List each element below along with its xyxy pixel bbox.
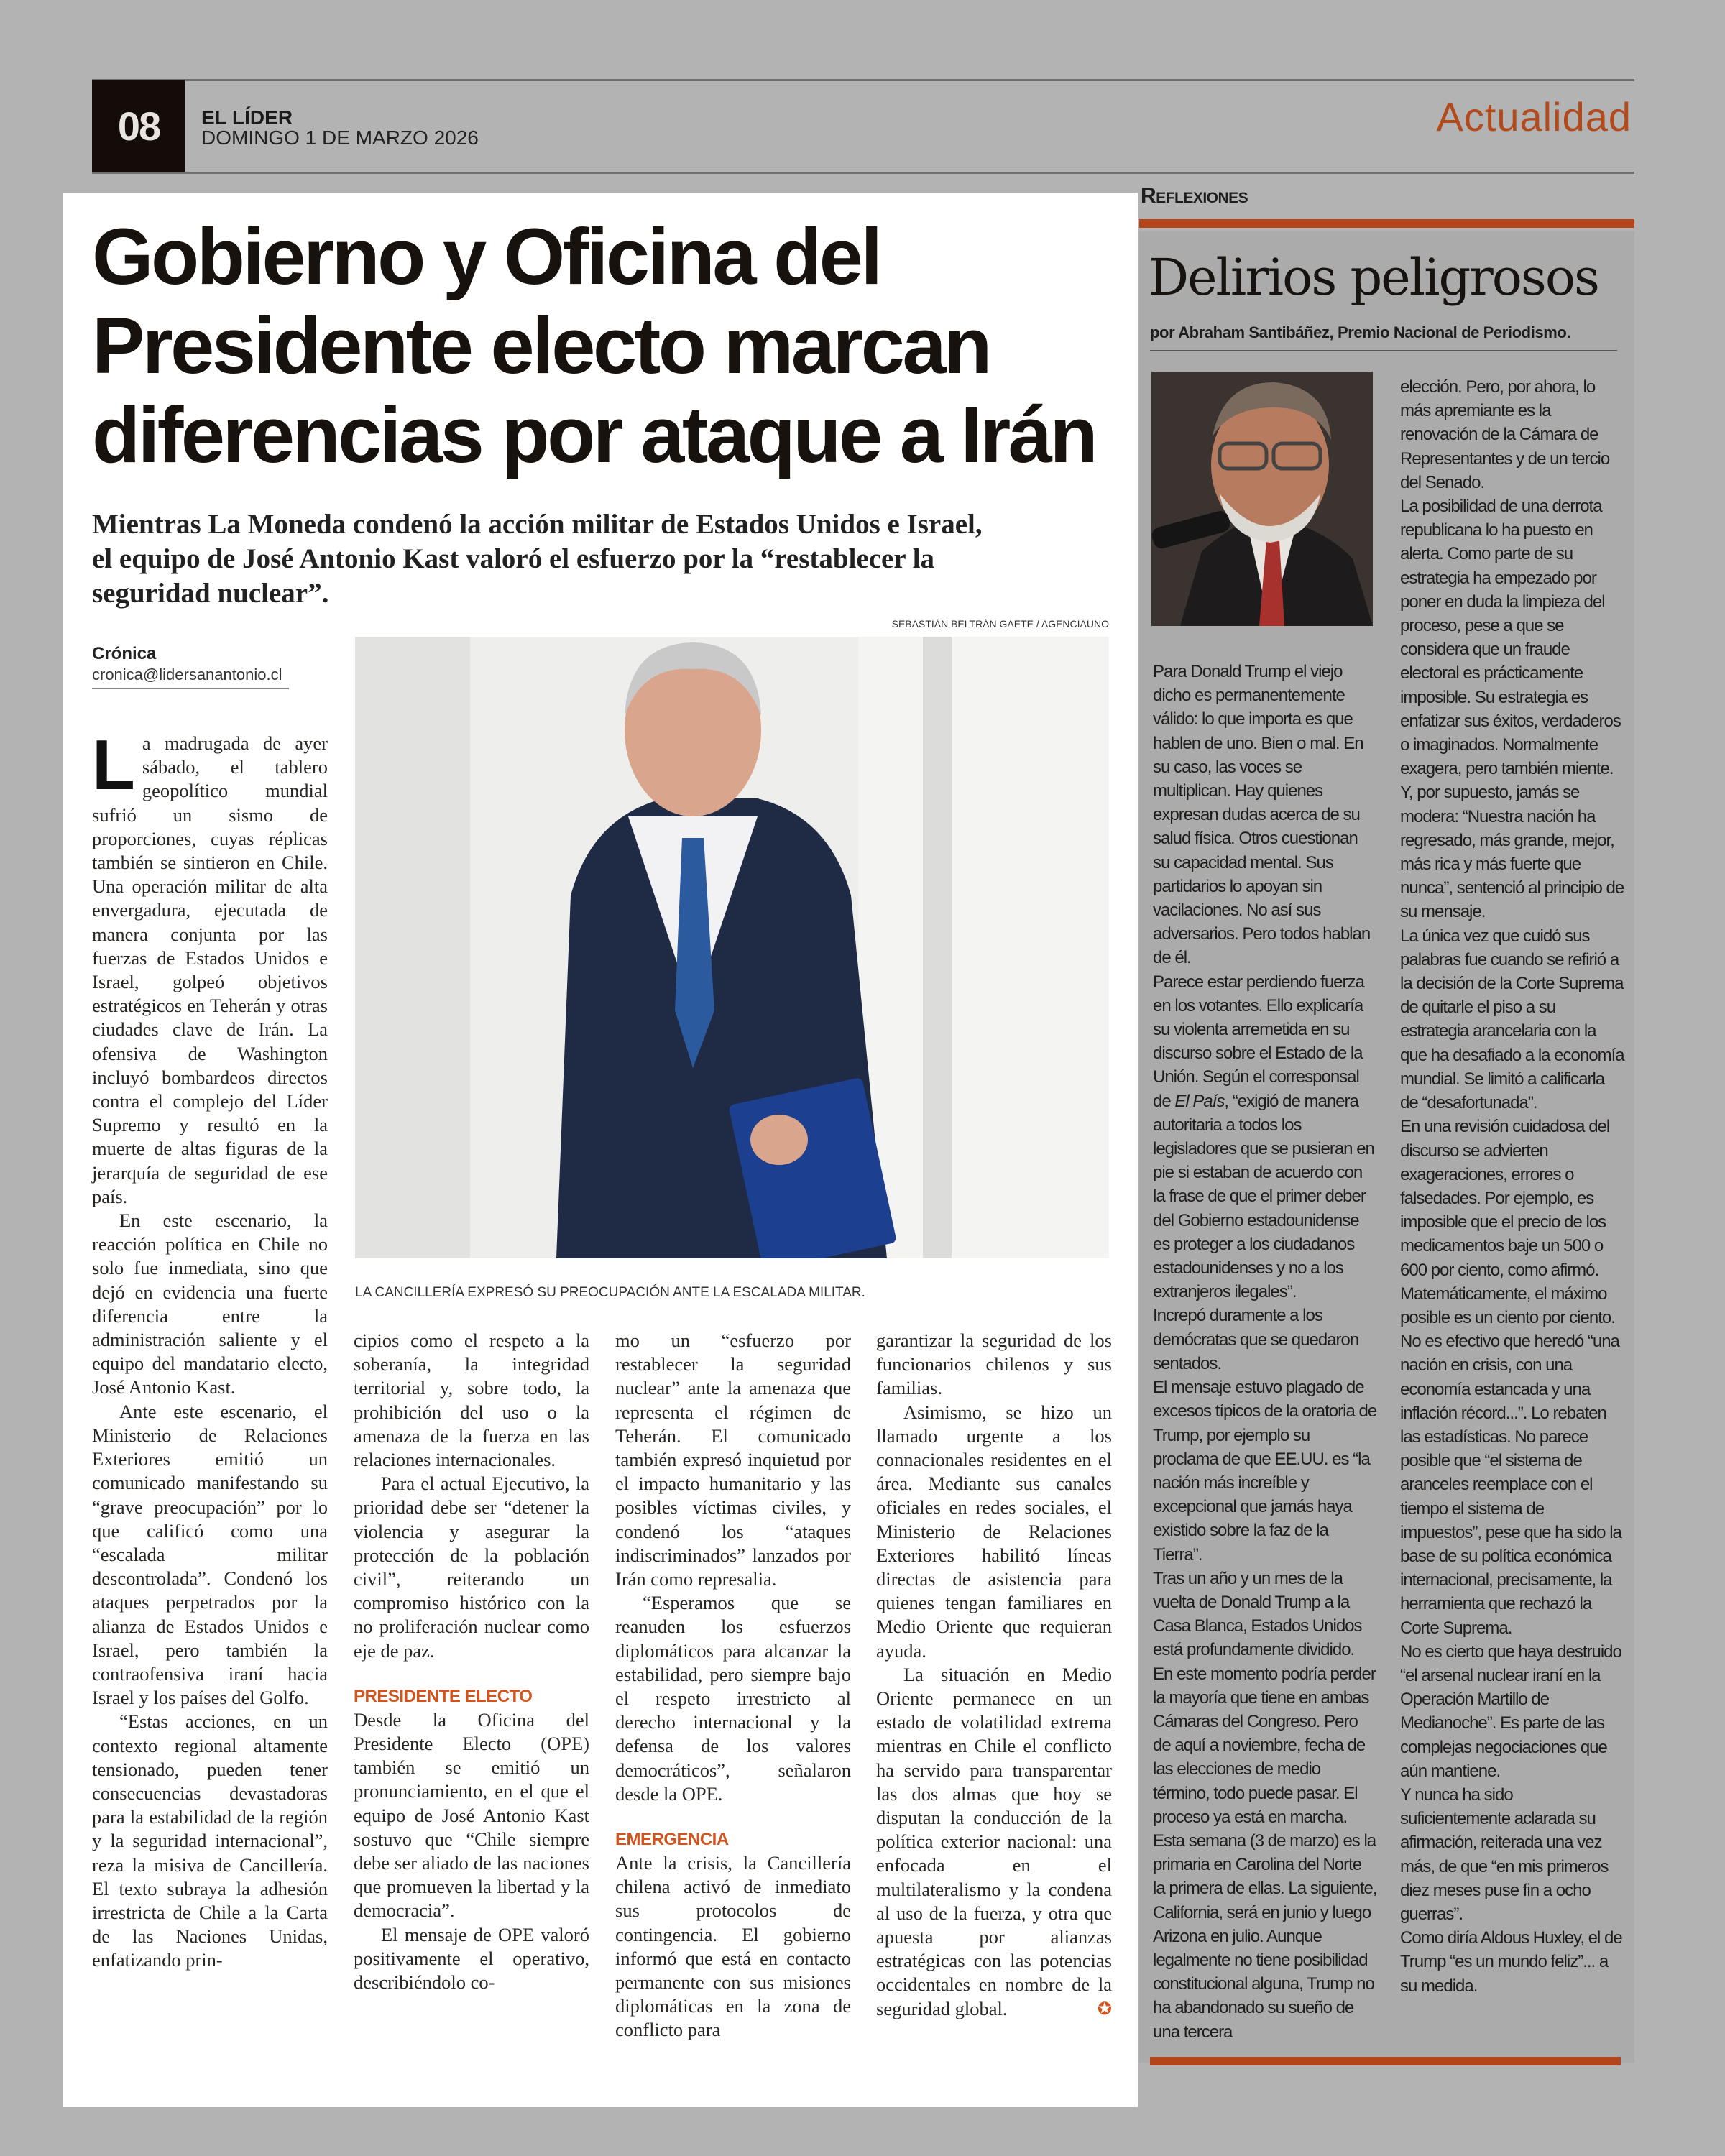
opinion-column-1 <box>1153 660 1377 2044</box>
article-subhead <box>92 507 983 611</box>
article-column-4 <box>876 1329 1112 2021</box>
paragraph: El mensaje de OPE valoró positivamente el operativo, describiéndolo co- <box>354 1923 589 1994</box>
opinion-title: Delirios peligrosos <box>1149 248 1598 307</box>
paragraph-text: La situación en Medio Oriente permanece en un estado de volatilidad extrema mientras en Chile el conflicto ha servido para transparentar las dos almas que hoy se disputan la conducción de la política exterior nacional: una enfocada en el multilateralismo y la condena al uso de la fuerza, y otra que apuesta por alianzas estratégicas con las potencias occidentales en nombre de la seguridad global. <box>876 1663 1112 2019</box>
paragraph: No es cierto que haya destruido “el arsenal nuclear iraní en la Operación Martillo de Medianoche”. Es parte de las complejas negociaciones que aún mantiene. <box>1400 1641 1622 1781</box>
headline-line: Gobierno y Oficina del <box>92 213 880 301</box>
accent-bar <box>1139 219 1634 228</box>
subtitle-presidente-electo: PRESIDENTE ELECTO <box>354 1686 533 1706</box>
paragraph: Ante este escenario, el Ministerio de Relaciones Exteriores emitió un comunicado manifestando su “grave preocupación” por lo que calificó como una “escalada militar descontrolada”. Condenó los ataques perpetrados por la alianza de Estados Unidos e Israel, pero también la contraofensiva iraní hacia Israel y los países del Golfo. <box>92 1400 328 1709</box>
paragraph: Esta semana (3 de marzo) es la primaria en Carolina del Norte la primera de ellas. La siguiente, California, será en junio y luego Arizona en julio. Aunque legalmente no tiene posibilidad constitucional alguna, Trump no ha abandonado su sueño de una tercera <box>1153 1830 1377 2042</box>
paragraph-text: Parece estar perdiendo fuerza en los votantes. Ello explicaría su violenta arremetida en su discurso sobre el Estado de la Unión. Según el corresponsal de <box>1153 972 1364 1111</box>
opinion-byline: por Abraham Santibáñez, Premio Nacional de Periodismo. <box>1150 323 1571 341</box>
paragraph: Ante la crisis, la Cancillería chilena activó de inmediato sus protocolos de contingencia. El gobierno informó que está en contacto permanente con sus misiones diplomáticas en la zona de conflicto para <box>615 1852 851 2041</box>
article-headline <box>92 213 1095 480</box>
accent-bar-bottom <box>1150 2057 1621 2065</box>
paragraph-text: a madrugada de ayer sábado, el tablero geopolítico mundial sufrió un sismo de proporciones, cuyas réplicas también se sintieron en Chile. Una operación militar de alta envergadura, ejecutada de manera conjunta por las fuerzas de Estados Unidos e Israel, golpeó objetivos estratégicos en Teherán y otras ciudades clave de Irán. La ofensiva de Washington incluyó bombardeos directos contra el complejo del Líder Supremo y resultó en la muerte de altas figuras de la jerarquía de seguridad de ese país. <box>92 732 328 1207</box>
article-column-2 <box>354 1329 589 1994</box>
paragraph: Increpó duramente a los demócratas que se quedaron sentados. <box>1153 1306 1359 1373</box>
paragraph: garantizar la seguridad de los funcionarios chilenos y sus familias. <box>876 1330 1112 1399</box>
photo-credit: SEBASTIÁN BELTRÁN GAETE / AGENCIAUNO <box>891 618 1109 630</box>
paragraph: Y nunca ha sido suficientemente aclarada su afirmación, reiterada una vez más, de que “en mis primeros diez meses puse fin a ocho guerras”. <box>1400 1784 1609 1924</box>
end-mark-icon: ✪ <box>1097 1998 1112 2019</box>
section-title: Actualidad <box>1436 94 1632 139</box>
paragraph: La posibilidad de una derrota republicana lo ha puesto en alerta. Como parte de su estrategia ha empezado por poner en duda la limpieza del proceso, pese a que se considera que un fraude electoral es prácticamente imposible. Su estrategia es enfatizar sus éxitos, verdaderos o imaginados. Normalmente exagera, pero también miente. Y, por supuesto, jamás se modera: “Nuestra nación ha regresado, más grande, mejor, más rica y más fuerte que nunca”, sentenció al principio de su mensaje. <box>1400 497 1624 922</box>
byline-section: Crónica <box>92 644 157 663</box>
paragraph-text: , “exigió de manera autoritaria a todos los legisladores que se pusieran en pie si estaban de acuerdo con la frase de que el primer deber del Gobierno estadounidense es proteger a los ciudadanos estadounidenses y no a los extranjeros ilegales”. <box>1153 1091 1374 1302</box>
opinion-column-2 <box>1400 375 1624 1998</box>
paragraph: No es efectivo que heredó “una nación en crisis, con una economía estancada y una inflación récord...”. Lo rebaten las estadísticas. No parece posible que “el sistema de aranceles reemplace con el tiempo el sistema de impuestos”, pese que ha sido la base de su política económica internacional, precisamente, la herramienta que rechazó la Corte Suprema. <box>1400 1332 1622 1638</box>
author-portrait-icon <box>1151 372 1373 626</box>
header-top-rule <box>92 79 1634 81</box>
issue-date: DOMINGO 1 DE MARZO 2026 <box>201 126 479 149</box>
paragraph <box>1153 970 1377 1304</box>
author-photo <box>1151 372 1373 626</box>
paragraph <box>92 725 328 1209</box>
paragraph: “Esperamos que se reanuden los esfuerzos diplomáticos para alcanzar la estabilidad, pero siempre bajo el respeto irrestricto al derecho internacional y la defensa de los valores democráticos”, señalaron desde la OPE. <box>615 1592 851 1805</box>
headline-line: diferencias por ataque a Irán <box>92 391 1096 479</box>
paragraph: El mensaje estuvo plagado de excesos típicos de la oratoria de Trump, por ejemplo su proclama de que EE.UU. es “la nación más increíble y excepcional que jamás haya existido sobre la faz de la Tierra”. <box>1153 1378 1377 1565</box>
paragraph: “Estas acciones, en un contexto regional altamente tensionado, pueden tener consecuencias devastadoras para la estabilidad de la región y la seguridad internacional”, reza la misiva de Cancillería. El texto subraya la adhesión irrestricta de Chile a la Carta de las Naciones Unidas, enfatizando prin- <box>92 1710 328 1971</box>
paragraph: Para Donald Trump el viejo dicho es permanentemente válido: lo que importa es que hablen de uno. Bien o mal. En su caso, las voces se multiplican. Hay quienes expresan dudas acerca de su salud física. Otros cuestionan su capacidad mental. Sus partidarios lo apoyan sin vacilaciones. No así sus adversarios. Pero todos hablan de él. <box>1153 662 1371 968</box>
paragraph <box>876 1663 1112 2021</box>
paragraph: Desde la Oficina del Presidente Electo (OPE) también se emitió un pronunciamiento, en el que el equipo de José Antonio Kast sostuvo que “Chile siempre debe ser aliado de las naciones que promueven la libertad y la democracia”. <box>354 1708 589 1922</box>
paragraph: Tras un año y un mes de la vuelta de Donald Trump a la Casa Blanca, Estados Unidos está profundamente dividido. En este momento podría perder la mayoría que tiene en ambas Cámaras del Congreso. Pero de aquí a noviembre, fecha de las elecciones de medio término, todo puede pasar. El proceso ya está en marcha. <box>1153 1568 1376 1827</box>
paragraph: Asimismo, se hizo un llamado urgente a los connacionales residentes en el área. Mediante sus canales oficiales en redes sociales, el Ministerio de Relaciones Exteriores habilitó líneas directas de asistencia para quienes tengan familiares en Medio Oriente que requieran ayuda. <box>876 1401 1112 1662</box>
article-column-1 <box>92 725 328 1973</box>
paragraph: En este escenario, la reacción política en Chile no solo fue inmediata, sino que dejó en evidencia una fuerte diferencia entre la administración saliente y el equipo del mandatario electo, José Antonio Kast. <box>92 1210 328 1399</box>
paragraph: En una revisión cuidadosa del discurso se advierten exageraciones, errores o falsedades. Por ejemplo, es imposible que el precio de los medicamentos baje un 500 o 600 por ciento, como afirmó. Matemáticamente, el máximo posible es un ciento por ciento. <box>1400 1117 1615 1327</box>
paragraph: elección. Pero, por ahora, lo más apremiante es la renovación de la Cámara de Representantes y de un tercio del Senado. <box>1400 377 1610 492</box>
opinion-kicker: Reflexiones <box>1141 184 1248 208</box>
man-in-suit-photo-icon <box>355 637 1109 1258</box>
subhead-line: seguridad nuclear”. <box>92 578 329 609</box>
paragraph: La única vez que cuidó sus palabras fue cuando se refirió a la decisión de la Corte Suprema de quitarle el piso a su estrategia arancelaria con la que ha desafiado a la economía mundial. Se limitó a calificarla de “desafortunada”. <box>1400 926 1624 1113</box>
subhead-line: Mientras La Moneda condenó la acción militar de Estados Unidos e Israel, <box>92 509 983 540</box>
article-photo <box>355 637 1109 1258</box>
article-column-3 <box>615 1329 851 2042</box>
paragraph: mo un “esfuerzo por restablecer la seguridad nuclear” ante la amenaza que representa el régimen de Teherán. El comunicado también expresó inquietud por el impacto humanitario y las posibles víctimas civiles, y condenó los “ataques indiscriminados” lanzados por Irán como represalia. <box>615 1330 851 1590</box>
paragraph: Para el actual Ejecutivo, la prioridad debe ser “detener la violencia y asegurar la protección de la población civil”, reiterando un compromiso histórico con la no proliferación nuclear como eje de paz. <box>354 1473 589 1662</box>
byline-rule <box>1150 350 1617 351</box>
subhead-line: el equipo de José Antonio Kast valoró el esfuerzo por la “restablecer la <box>92 543 935 574</box>
subtitle-emergencia: EMERGENCIA <box>615 1830 729 1850</box>
header-bottom-rule <box>92 172 1634 174</box>
paragraph: Como diría Aldous Huxley, el de Trump “es un mundo feliz”... a su medida. <box>1400 1928 1622 1996</box>
photo-caption: LA CANCILLERÍA EXPRESÓ SU PREOCUPACIÓN ANTE LA ESCALADA MILITAR. <box>355 1285 865 1300</box>
drop-cap: L <box>92 725 135 804</box>
publication-name: El País <box>1174 1091 1225 1111</box>
byline-email[interactable]: cronica@lidersanantonio.cl <box>92 665 282 683</box>
page-number: 08 <box>92 80 185 172</box>
paragraph: cipios como el respeto a la soberanía, la integridad territorial y, sobre todo, la prohibición del uso o la amenaza de la fuerza en las relaciones internacionales. <box>354 1330 589 1471</box>
headline-line: Presidente electo marcan <box>92 302 990 390</box>
newspaper-name: EL LÍDER <box>201 106 293 129</box>
byline-rule <box>92 688 289 689</box>
